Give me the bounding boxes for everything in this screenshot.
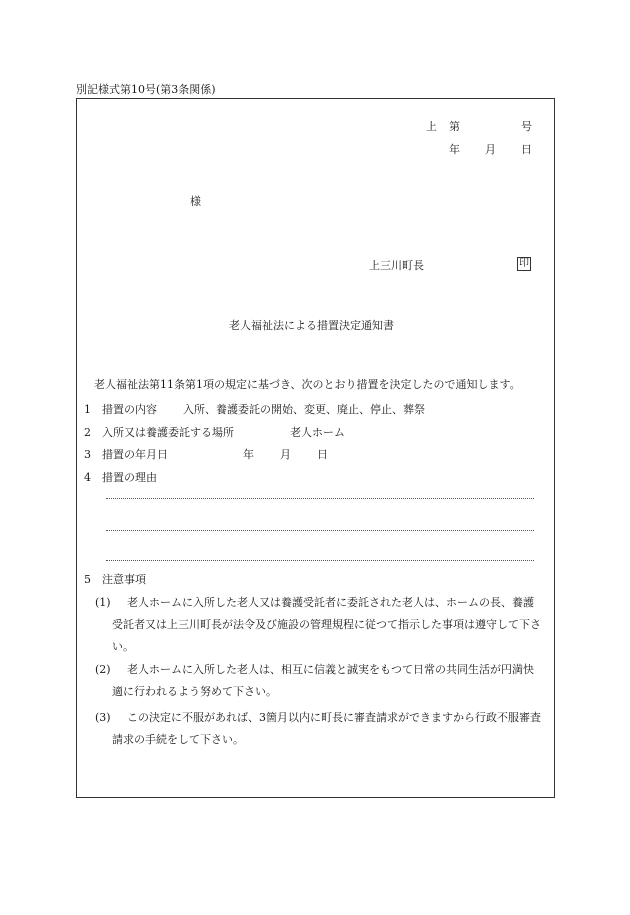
document-title: 老人福祉法による措置決定通知書 — [229, 319, 394, 332]
date-month: 月 — [485, 143, 496, 156]
addressee-sama: 様 — [190, 195, 201, 208]
number-dai: 第 — [449, 120, 460, 133]
item1-num: 1 — [84, 403, 91, 416]
item3-num: 3 — [84, 448, 91, 461]
item2-num: 2 — [84, 426, 91, 439]
note2-num: (2) — [95, 663, 111, 676]
date-year: 年 — [449, 143, 460, 156]
note2-text: 老人ホームに入所した老人は、相互に信義と誠実をもつて日常の共同生活が円満快適に行われるよう努めて下さい。 — [112, 663, 534, 698]
note3-text: この決定に不服があれば、3箇月以内に町長に審査請求ができますから行政不服審査請求の手続をして下さい。 — [112, 711, 541, 746]
sender-name: 上三川町長 — [369, 259, 424, 272]
reason-line-3 — [106, 560, 534, 561]
item2-value: 老人ホーム — [290, 426, 345, 439]
note3-num: (3) — [95, 711, 111, 724]
item3-year: 年 — [243, 448, 254, 461]
item3-month: 月 — [280, 448, 291, 461]
item1-label: 措置の内容 — [102, 403, 157, 416]
form-id: 別記様式第10号(第3条関係) — [76, 83, 216, 96]
item3-day: 日 — [317, 448, 328, 461]
item5-num: 5 — [84, 573, 91, 586]
item4-label: 措置の理由 — [102, 471, 157, 484]
date-day: 日 — [521, 143, 532, 156]
intro-text: 老人福祉法第11条第1項の規定に基づき、次のとおり措置を決定したので通知します。 — [94, 378, 521, 391]
item3-label: 措置の年月日 — [102, 448, 168, 461]
issuer-code: 上 — [426, 120, 437, 133]
reason-line-2 — [106, 530, 534, 531]
item4-num: 4 — [84, 471, 91, 484]
item5-label: 注意事項 — [102, 573, 146, 586]
seal-text: 印 — [519, 258, 529, 269]
note1-text: 老人ホームに入所した老人又は養護受託者に委託された老人は、ホームの長、養護受託者又は上三川町長が法令及び施設の管理規程に従つて指示した事項は遵守して下さい。 — [112, 596, 541, 653]
note1-num: (1) — [95, 596, 111, 609]
reason-line-1 — [106, 498, 534, 499]
seal-mark — [517, 257, 531, 271]
item2-label: 入所又は養護委託する場所 — [102, 426, 234, 439]
item1-value: 入所、養護委託の開始、変更、廃止、停止、葬祭 — [183, 403, 425, 416]
number-go: 号 — [521, 120, 532, 133]
